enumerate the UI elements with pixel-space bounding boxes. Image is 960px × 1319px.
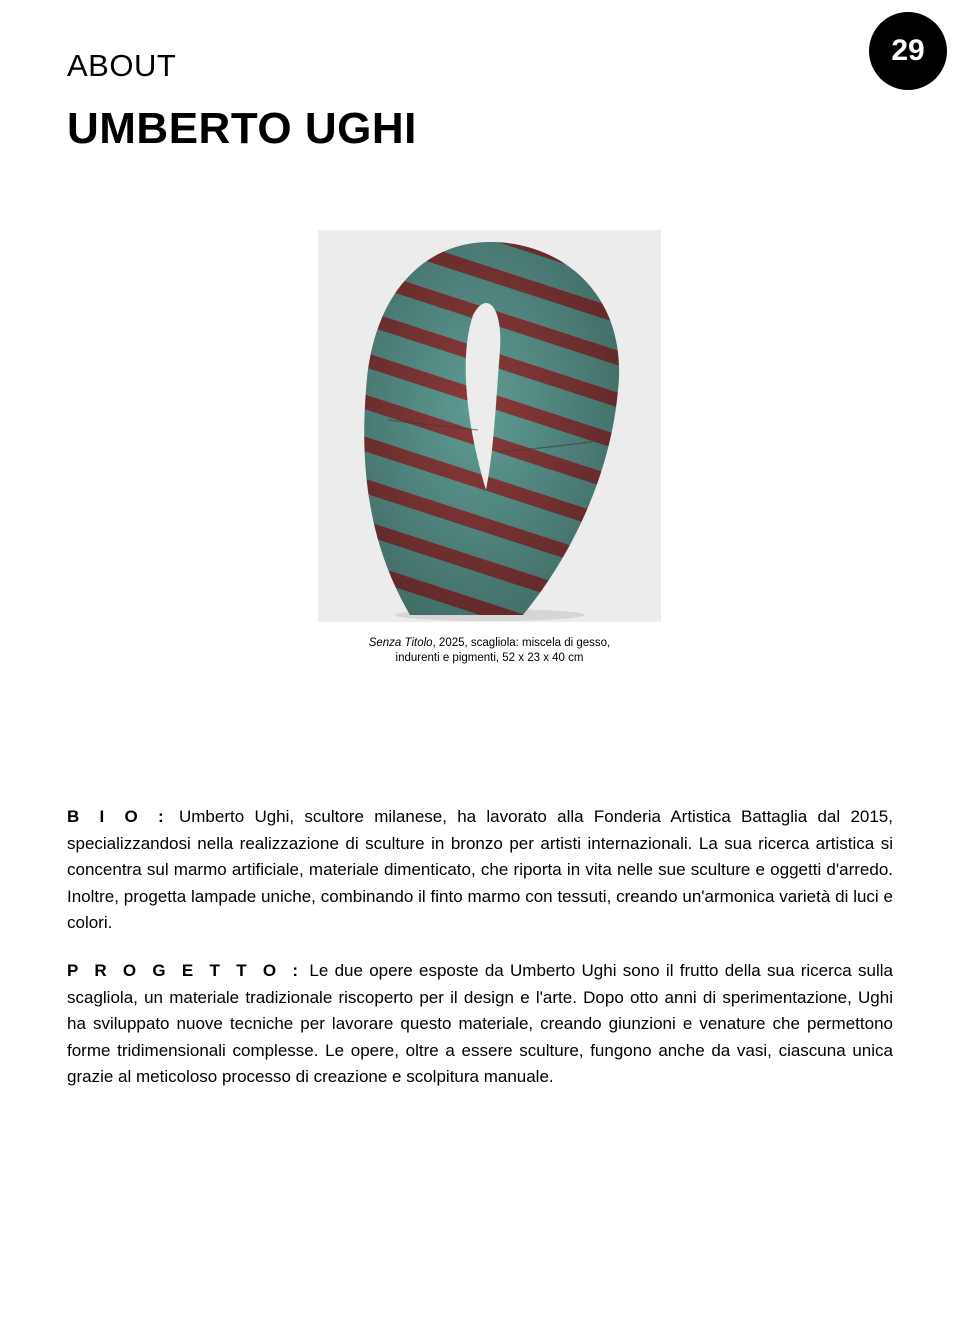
section-kicker: ABOUT bbox=[67, 48, 177, 83]
progetto-paragraph bbox=[67, 958, 893, 1091]
page-number: 29 bbox=[891, 34, 925, 67]
bio-text: Umberto Ughi, scultore milanese, ha lavorato alla Fonderia Artistica Battaglia dal 2015, specializzandosi nella realizzazione di sculture in bronzo per artisti internazionali. La sua ricerca artistica si concentra sul marmo artificiale, materiale dimenticato, che riporta in vita nelle sue sculture e oggetti d'arredo. Inoltre, progetta lampade uniche, combinando il finto marmo con tessuti, creando un'armonica varietà di luci e colori. bbox=[67, 807, 893, 932]
artwork-photo bbox=[318, 230, 661, 622]
page-number-badge bbox=[869, 12, 947, 90]
progetto-text: Le due opere esposte da Umberto Ughi sono il frutto della sua ricerca sulla scagliola, un materiale tradizionale riscoperto per il design e l'arte. Dopo otto anni di sperimentazione, Ughi ha sviluppato nuove tecniche per lavorare questo materiale, creando giunzioni e venature che permettono forme tridimensionali complesse. Le opere, oltre a essere sculture, fungono anche da vasi, ciascuna unica grazie al meticoloso processo di creazione e scolpitura manuale. bbox=[67, 961, 893, 1086]
bio-label: B I O : bbox=[67, 807, 169, 826]
sculpture-image bbox=[318, 230, 661, 622]
artist-name-heading: UMBERTO UGHI bbox=[67, 104, 417, 153]
progetto-label: P R O G E T T O : bbox=[67, 961, 304, 980]
caption-line-2: indurenti e pigmenti, 52 x 23 x 40 cm bbox=[395, 652, 584, 664]
artwork-caption bbox=[318, 636, 661, 666]
artwork-title: Senza Titolo bbox=[368, 637, 433, 649]
bio-paragraph bbox=[67, 804, 893, 937]
caption-line-1 bbox=[318, 636, 661, 651]
caption-details: , 2025, scagliola: miscela di gesso, bbox=[432, 637, 611, 649]
